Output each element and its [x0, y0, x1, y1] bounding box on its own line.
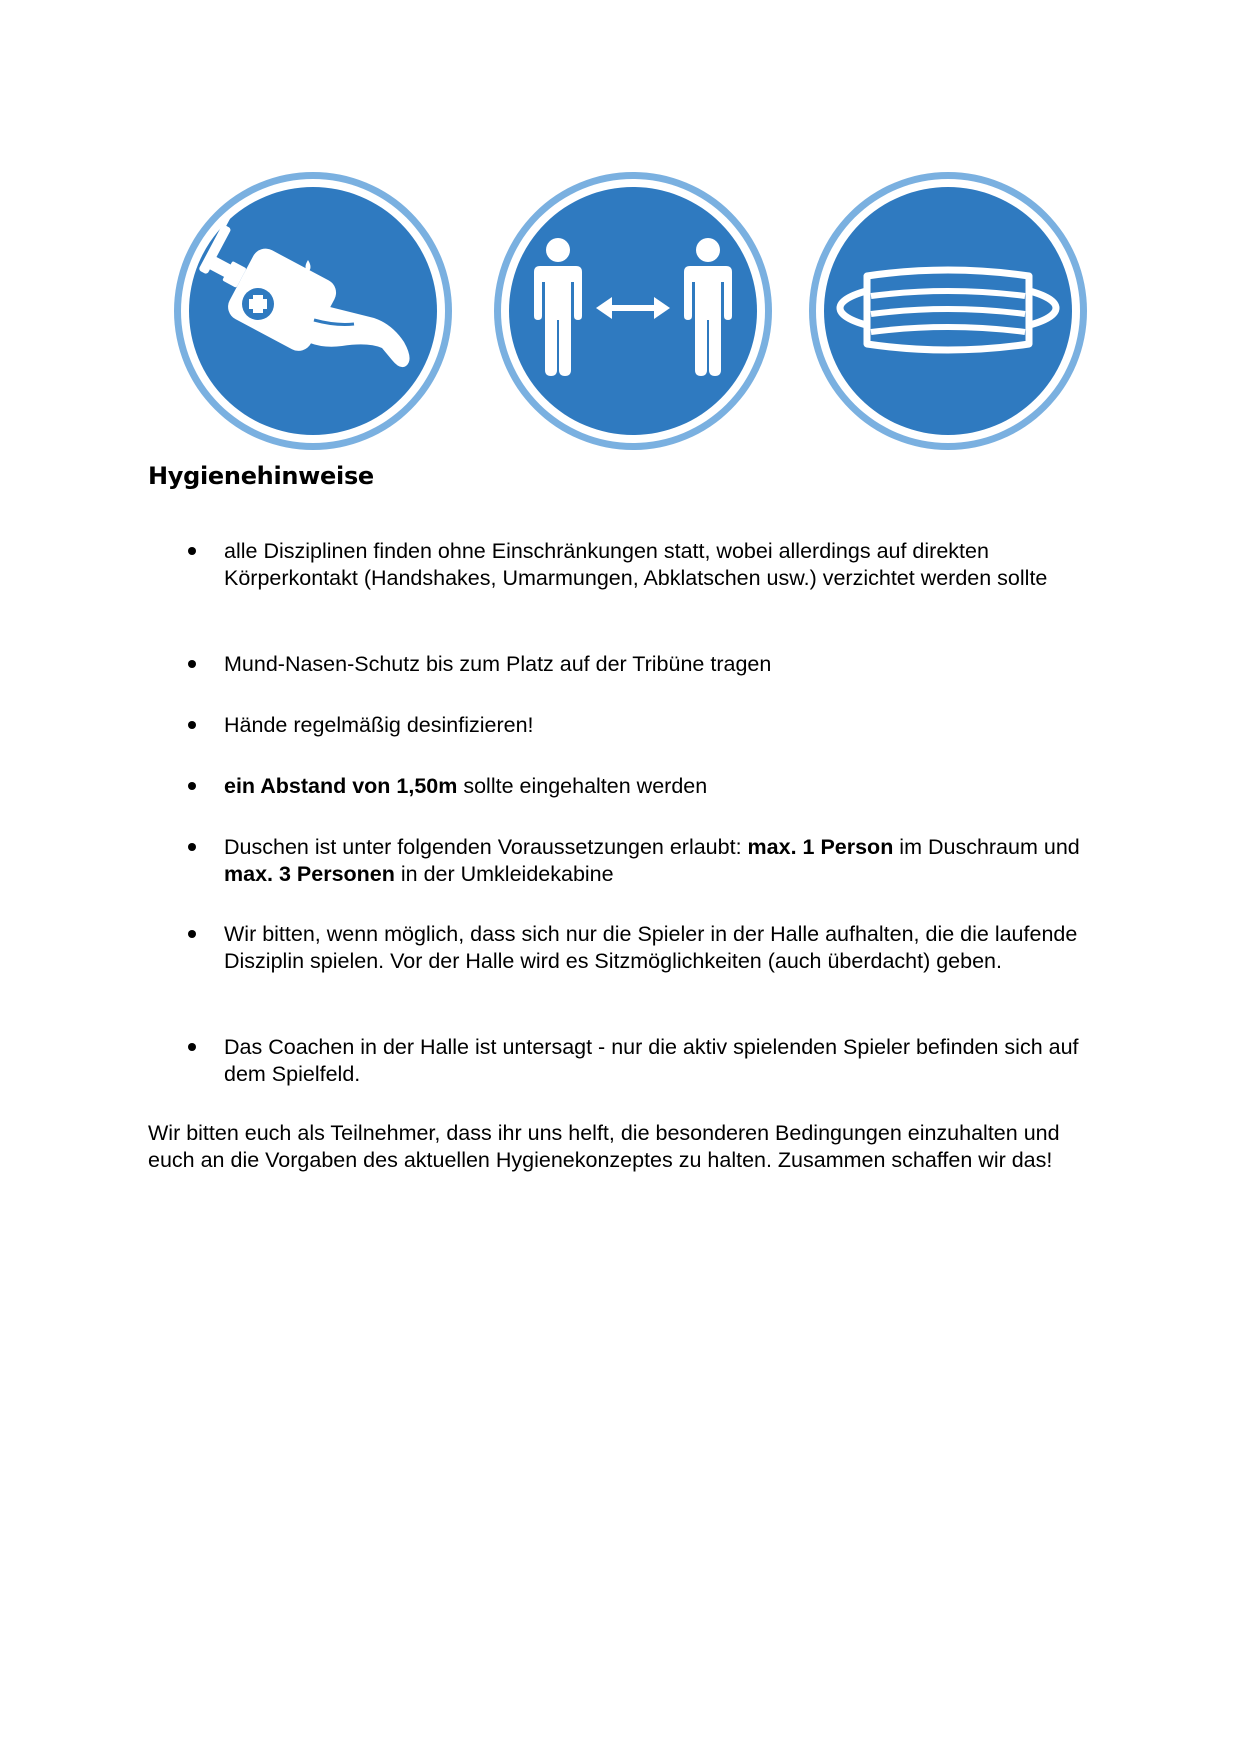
social-distance-icon: [490, 168, 776, 454]
list-item: [224, 1034, 1104, 1087]
rule-text-bold: max. 3 Personen: [224, 861, 395, 886]
rule-text: Wir bitten, wenn möglich, dass sich nur die Spieler in der Halle aufhalten, die die laufende Disziplin spielen. Vor der Halle wird es Sitzmöglichkeiten (auch überdacht) geben.: [224, 922, 1078, 973]
rule-text: Hände regelmäßig desinfizieren!: [224, 713, 534, 737]
rule-text-bold: ein Abstand von 1,50m: [224, 774, 458, 798]
list-item: [224, 921, 1104, 974]
hygiene-icons-row: [170, 168, 1070, 454]
list-item: [224, 538, 1104, 591]
list-item: [224, 651, 1104, 678]
rule-text: Duschen ist unter folgenden Voraussetzungen erlaubt:: [224, 835, 748, 859]
list-item: [224, 773, 1104, 800]
closing-paragraph: Wir bitten euch als Teilnehmer, dass ihr uns helft, die besonderen Bedingungen einzuhalten und euch an die Vorgaben des aktuellen Hygienekonzeptes zu halten. Zusammen schaffen wir das!: [148, 1121, 1060, 1172]
face-mask-icon: [805, 168, 1091, 454]
list-item: [224, 834, 1104, 887]
rule-text-bold: max. 1 Person: [747, 835, 894, 859]
hand-sanitizer-icon: [170, 168, 456, 454]
rule-text: alle Disziplinen finden ohne Einschränkungen statt, wobei allerdings auf direkten Körperkontakt (Handshakes, Umarmungen, Abklatschen usw.) verzichtet werden sollte: [224, 539, 1048, 590]
rule-text: in der Umkleidekabine: [394, 861, 614, 886]
page-title: Hygienehinweise: [148, 462, 374, 490]
rule-text: Das Coachen in der Halle ist untersagt - nur die aktiv spielenden Spieler befinden sich auf dem Spielfeld.: [224, 1035, 1079, 1086]
rule-text: sollte eingehalten werden: [457, 774, 708, 798]
list-item: [224, 712, 1104, 739]
rule-text: im Duschraum und: [893, 835, 1080, 859]
rule-text: Mund-Nasen-Schutz bis zum Platz auf der Tribüne tragen: [224, 652, 772, 676]
